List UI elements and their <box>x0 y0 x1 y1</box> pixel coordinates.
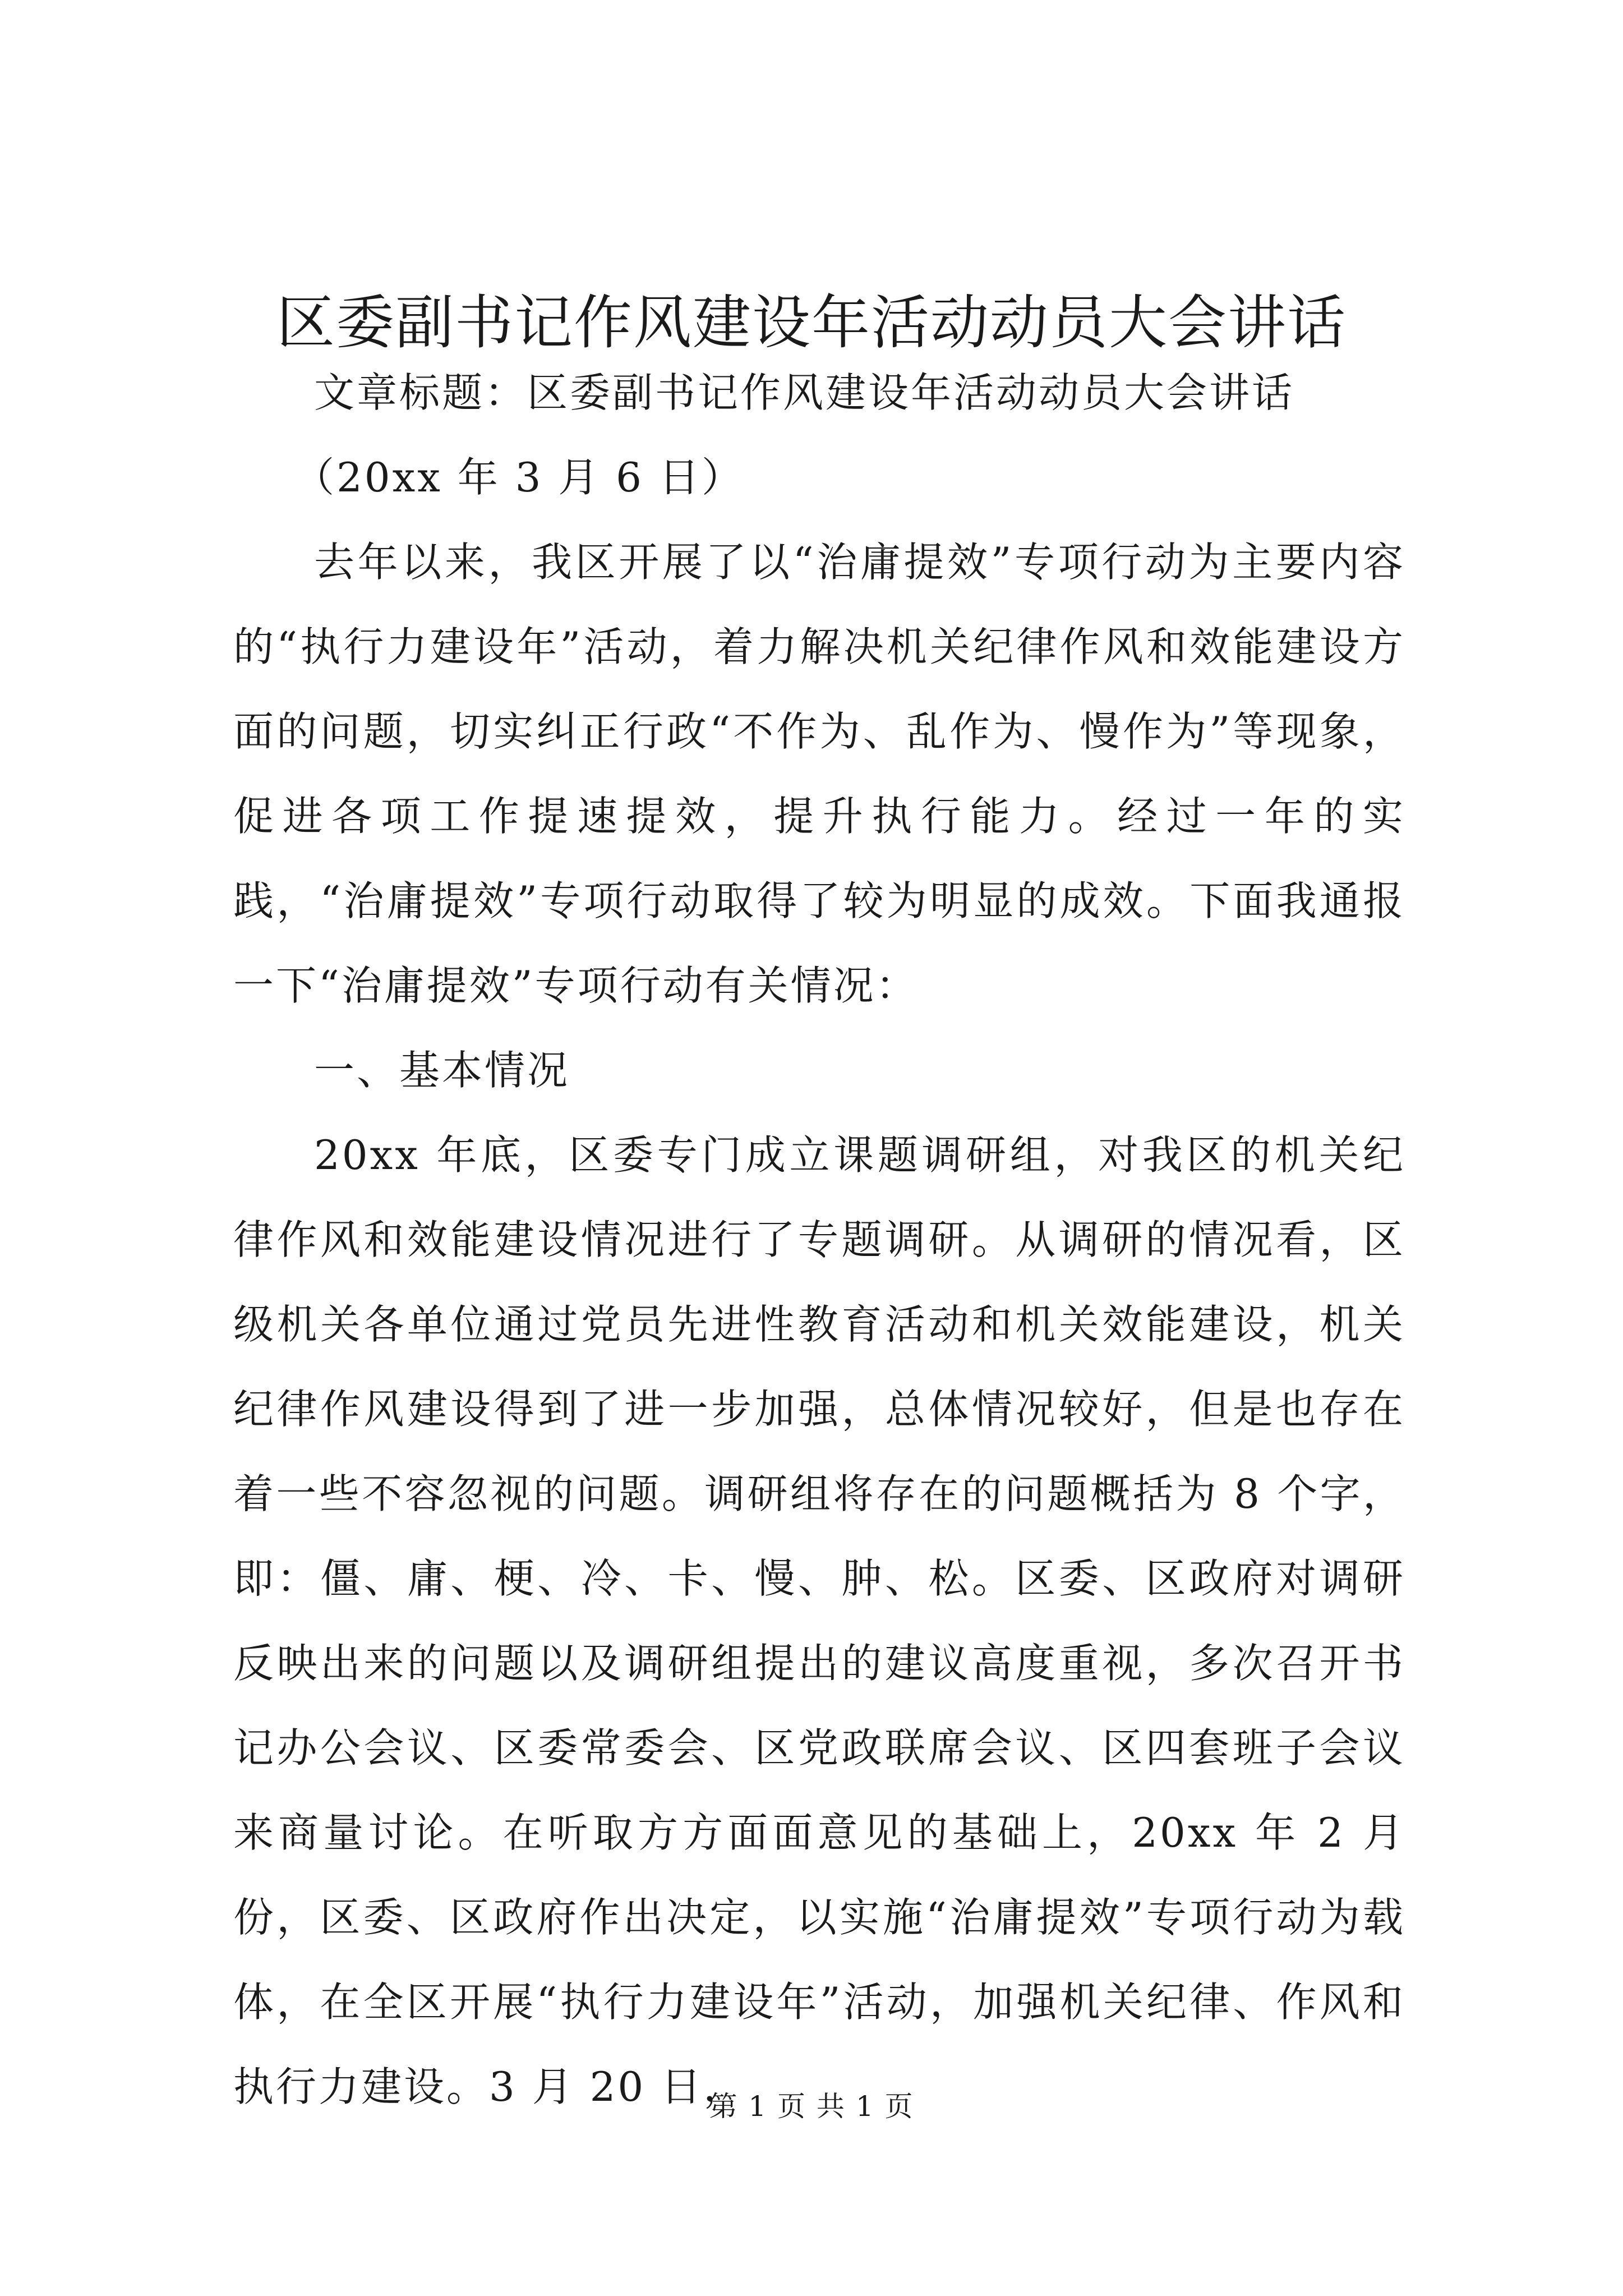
section-heading: 一、基本情况 <box>314 1047 570 1094</box>
document-body <box>233 351 1405 2129</box>
page-footer: 第 1 页 共 1 页 <box>709 2090 914 2123</box>
body-paragraph: 20xx 年底，区委专门成立课题调研组，对我区的机关纪律作风和效能建设情况进行了专题调研。从调研的情况看，区级机关各单位通过党员先进性教育活动和机关效能建设，机关纪律作风建设得到了进一步加强，总体情况较好，但是也存在着一些不容忽视的问题。调研组将存在的问题概括为 8 个字，即：僵、庸、梗、冷、卡、慢、肿、松。区委、区政府对调研反映出来的问题以及调研组提出的建议高度重视，多次召开书记办公会议、区委常委会、区党政联席会议、区四套班子会议来商量讨论。在听取方方面面意见的基础上，20xx 年 2 月份，区委、区政府作出决定，以实施“治庸提效”专项行动为载体，在全区开展“执行力建设年”活动，加强机关纪律、作风和执行力建设。3 月 20 日， <box>233 1131 1405 2110</box>
article-title-line: 文章标题：区委副书记作风建设年活动动员大会讲话 <box>314 369 1295 416</box>
body-paragraph: 去年以来，我区开展了以“治庸提效”专项行动为主要内容的“执行力建设年”活动，着力解决机关纪律作风和效能建设方面的问题，切实纠正行政“不作为、乱作为、慢作为”等现象，促进各项工作提速提效，提升执行能力。经过一年的实践，“治庸提效”专项行动取得了较为明显的成效。下面我通报一下“治庸提效”专项行动有关情况： <box>233 539 1405 1009</box>
date-line: （20xx 年 3 月 6 日） <box>294 454 744 501</box>
document-title: 区委副书记作风建设年活动动员大会讲话 <box>276 288 1347 357</box>
